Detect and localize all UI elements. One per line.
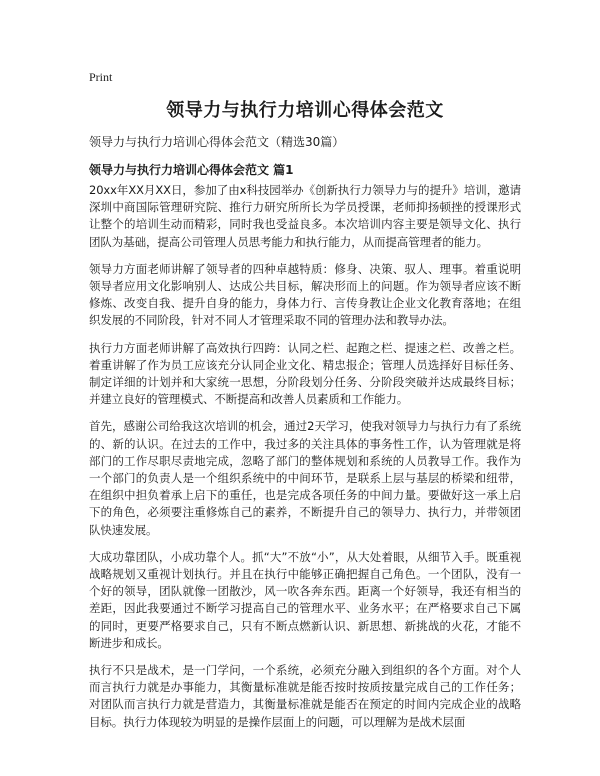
document-body <box>89 182 521 741</box>
document-subtitle: 领导力与执行力培训心得体会范文（精选30篇） <box>89 135 345 149</box>
document-title: 领导力与执行力培训心得体会范文 <box>166 100 444 121</box>
section-heading: 领导力与执行力培训心得体会范文 篇1 <box>89 163 294 177</box>
paragraph: 执行力方面老师讲解了高效执行四跨：认同之栏、起跑之栏、提速之栏、改善之栏。着重讲解了作为员工应该充分认同企业文化、精忠报企；管理人员选择好目标任务、制定详细的计划并和大家统一思想，分阶段划分任务、分阶段突破并达成最终目标；并建立良好的管理模式、不断提高和改善人员素质和工作能力。 <box>89 340 521 407</box>
paragraph: 20xx年XX月XX日，参加了由x科技园举办《创新执行力领导力与的提升》培训，邀请深圳中商国际管理研究院、推行力研究所所长为学员授课，老师抑扬顿挫的授课形式让整个的培训生动而精彩，同时我也受益良多。本次培训内容主要是领导文化、执行团队为基础，提高公司管理人员思考能力和执行能力，从而提高管理者的能力。 <box>89 183 521 249</box>
paragraph: 首先，感谢公司给我这次培训的机会，通过2天学习，使我对领导力与执行力有了系统的、新的认识。在过去的工作中，我过多的关注具体的事务性工作，认为管理就是将部门的工作尽职尽责地完成，忽略了部门的整体规划和系统的人员教导工作。我作为一个部门的负责人是一个组织系统中的中间环节，是联系上层与基层的桥梁和纽带，在组织中担负着承上启下的重任，也是完成各项任务的中间力量。要做好这一承上启下的角色，必须要注重修炼自己的素养，不断提升自己的领导力、执行力，并带领团队快速发展。 <box>89 419 521 537</box>
paragraph: 领导力方面老师讲解了领导者的四种卓越特质：修身、决策、驭人、理事。着重说明领导者应用文化影响别人、达成公共目标，解决形而上的问题。作为领导者应该不断修炼、改变自我、提升自身的能力，身体力行、言传身教让企业文化教育落地；在组织发展的不同阶段，针对不同人才管理采取不同的管理办法和教导办法。 <box>89 261 521 328</box>
paragraph: 执行不只是战术，是一门学问，一个系统，必须充分融入到组织的各个方面。对个人而言执行力就是办事能力，其衡量标准就是能否按时按质按量完成自己的工作任务；对团队而言执行力就是营造力，其衡量标准就是能否在预定的时间内完成企业的战略目标。执行力体现较为明显的是操作层面上的问题，可以理解为是战术层面 <box>89 663 521 729</box>
paragraph: 大成功靠团队，小成功靠个人。抓“大”不放“小”，从大处着眼，从细节入手。既重视战略规划又重视计划执行。并且在执行中能够正确把握自己角色。一个团队，没有一个好的领导，团队就像一团散沙，风一吹各奔东西。距离一个好领导，我还有相当的差距，因此我要通过不断学习提高自己的管理水平、业务水平；在严格要求自己下属的同时，更要严格要求自己，只有不断点燃新认识、新思想、新挑战的火花，才能不断进步和成长。 <box>89 549 521 650</box>
print-link[interactable]: Print <box>89 70 113 84</box>
